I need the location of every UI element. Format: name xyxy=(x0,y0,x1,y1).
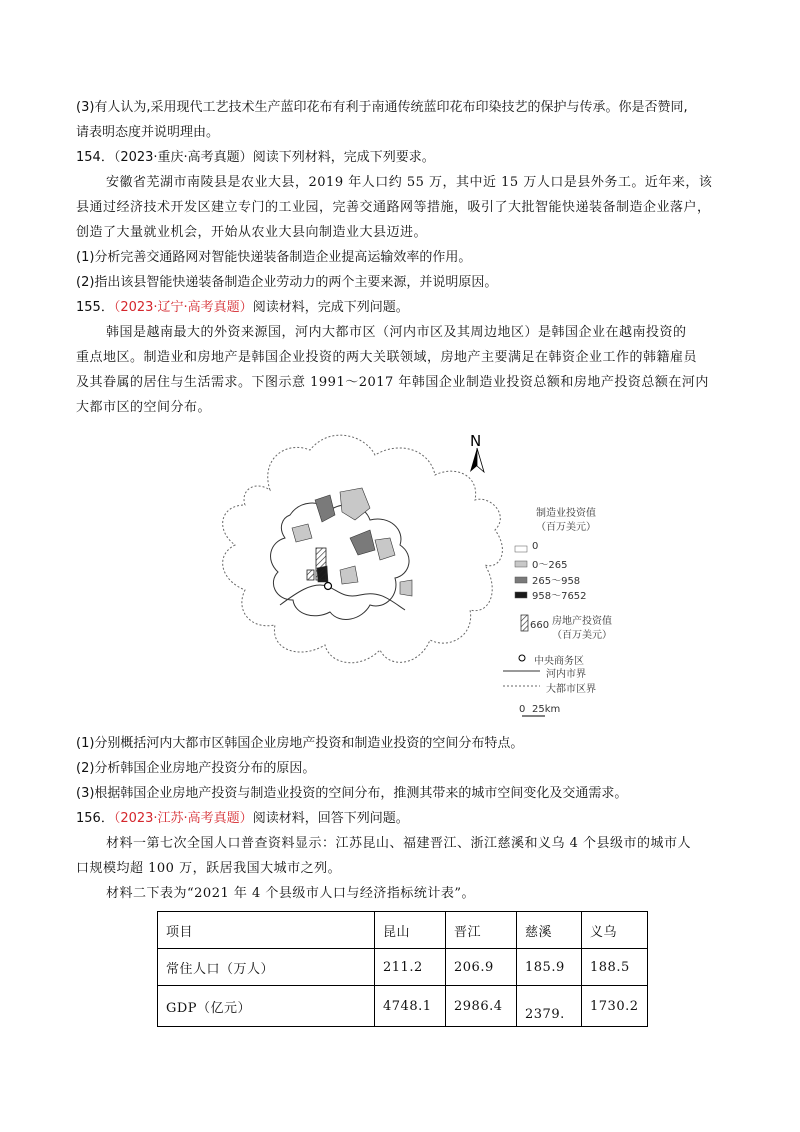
legend-swatch-cls2 xyxy=(515,561,527,567)
legend-cls4-label: 958～7652 xyxy=(532,591,587,602)
table-header-row xyxy=(158,912,648,949)
scale-km-label: 25km xyxy=(532,704,561,715)
table-header-cell: 项目 xyxy=(158,912,375,949)
table-cell: 常住人口（万人） xyxy=(158,949,375,986)
district-mfg-0-265 xyxy=(292,524,312,542)
table-row xyxy=(158,949,648,986)
question-156-header xyxy=(76,809,409,829)
question-155-header xyxy=(76,298,409,318)
legend-real-estate-value: 660 xyxy=(530,620,550,631)
legend-cls2-label: 0～265 xyxy=(532,560,568,571)
district-mfg-265-958 xyxy=(350,530,375,555)
real-estate-bar xyxy=(316,548,326,580)
legend-cls3-label: 265～958 xyxy=(532,576,581,587)
question-154-part2: (2)指出该县智能快递装备制造企业劳动力的两个主要来源，并说明原因。 xyxy=(76,275,498,290)
table-cell: 1730.2 xyxy=(582,986,648,1027)
district-mfg-0-265 xyxy=(375,538,395,560)
district-mfg-265-958 xyxy=(315,495,335,522)
question-155-intro: 阅读材料，完成下列问题。 xyxy=(252,300,409,315)
table-cell: GDP（亿元） xyxy=(158,986,375,1027)
question-155-source: （2023·辽宁·高考真题） xyxy=(113,300,253,315)
legend-cbd-symbol xyxy=(519,655,525,661)
question-154-material-line2: 县通过经济技术开发区建立专门的工业园，完善交通路网等措施，吸引了大批智能快递装备制造企业落户， xyxy=(76,200,711,215)
legend-swatch-cls3 xyxy=(515,577,527,583)
district-mfg-0-265 xyxy=(340,488,370,520)
legend-real-estate-unit: （百万美元） xyxy=(552,630,612,641)
question-155-material-line2: 重点地区。制造业和房地产是韩国企业投资的两大关联领域，房地产主要满足在韩资企业工作的韩籍雇员 xyxy=(76,350,698,365)
district-mfg-0-265 xyxy=(400,580,412,596)
question-155-material-line1: 韩国是越南最大的外资来源国，河内大都市区（河内市区及其周边地区）是韩国企业在越南投资的 xyxy=(106,325,687,340)
question-155-material-line4: 大都市区的空间分布。 xyxy=(76,400,212,415)
table-cell: 206.9 xyxy=(446,949,517,986)
legend-title-mfg: 制造业投资值 xyxy=(536,508,596,519)
question-155-number: 155． xyxy=(76,300,114,315)
legend-cbd-label: 中央商务区 xyxy=(534,656,584,667)
table-cell: 4748.1 xyxy=(375,986,446,1027)
legend-swatch-cls1 xyxy=(515,546,527,552)
city-boundary xyxy=(271,503,410,619)
question-153-part3-line2: 请表明态度并说明理由。 xyxy=(76,125,220,140)
table-header-cell: 昆山 xyxy=(375,912,446,949)
question-154-intro: 阅读下列材料，完成下列要求。 xyxy=(252,150,435,165)
table-header-cell: 晋江 xyxy=(446,912,517,949)
legend-title-mfg-unit: （百万美元） xyxy=(536,522,596,533)
river xyxy=(280,585,405,610)
question-155-part1: (1)分别概括河内大都市区韩国企业房地产投资和制造业投资的空间分布特点。 xyxy=(76,736,524,751)
question-154-source: （2023·重庆·高考真题） xyxy=(113,150,253,165)
question-156-source: （2023·江苏·高考真题） xyxy=(113,811,253,826)
question-154-part1: (1)分析完善交通路网对智能快递装备制造企业提高运输效率的作用。 xyxy=(76,250,472,265)
question-156-intro: 阅读材料，回答下列问题。 xyxy=(252,811,409,826)
north-label: N xyxy=(470,432,482,450)
table-cell: 188.5 xyxy=(582,949,648,986)
table-cell: 2986.4 xyxy=(446,986,517,1027)
legend-swatch-real-estate xyxy=(521,615,528,631)
question-156-number: 156． xyxy=(76,811,114,826)
cbd-marker xyxy=(325,583,332,590)
table-cell: 2379. xyxy=(517,986,582,1027)
question-155-part3: (3)根据韩国企业房地产投资与制造业投资的空间分布，推测其带来的城市空间变化及交通需求。 xyxy=(76,786,628,801)
table-header-cell: 义乌 xyxy=(582,912,648,949)
scale-zero-label: 0 xyxy=(519,704,526,715)
question-154-material-line3: 创造了大量就业机会，开始从农业大县向制造业大县迈进。 xyxy=(76,225,428,240)
question-156-material1-line1: 材料一第七次全国人口普查资料显示：江苏昆山、福建晋江、浙江慈溪和义乌 4 个县级市的城市人 xyxy=(106,836,692,851)
question-154-header xyxy=(76,148,435,168)
legend-swatch-cls4 xyxy=(515,592,527,598)
question-154-number: 154． xyxy=(76,150,114,165)
legend-city-boundary-label: 河内市界 xyxy=(546,669,586,680)
statistics-table xyxy=(157,911,648,1027)
table-cell: 185.9 xyxy=(517,949,582,986)
question-156-material2: 材料二下表为“2021 年 4 个县级市人口与经济指标统计表”。 xyxy=(106,886,476,901)
question-156-material1-line2: 口规模均超 100 万，跃居我国大城市之列。 xyxy=(76,861,342,876)
north-arrow-icon xyxy=(470,448,484,472)
table-cell: 211.2 xyxy=(375,949,446,986)
question-155-part2: (2)分析韩国企业房地产投资分布的原因。 xyxy=(76,761,316,776)
table-row xyxy=(158,986,648,1027)
legend-real-estate-title: 房地产投资值 xyxy=(552,616,612,627)
hanoi-investment-map xyxy=(190,420,650,720)
legend-cls1-label: 0 xyxy=(532,541,539,552)
real-estate-bar xyxy=(307,570,314,580)
question-155-material-line3: 及其眷属的居住与生活需求。下图示意 1991～2017 年韩国企业制造业投资总额和房地产投资总额在河内 xyxy=(76,375,709,390)
table-header-cell: 慈溪 xyxy=(517,912,582,949)
legend-metro-boundary-label: 大都市区界 xyxy=(546,684,596,695)
question-153-part3-line1: (3)有人认为,采用现代工艺技术生产蓝印花布有利于南通传统蓝印花布印染技艺的保护与传承。你是否赞同, xyxy=(76,100,688,115)
question-154-material-line1: 安徽省芜湖市南陵县是农业大县，2019 年人口约 55 万，其中近 15 万人口是县外务工。近年来，该 xyxy=(106,175,713,190)
district-mfg-0-265 xyxy=(340,566,358,584)
